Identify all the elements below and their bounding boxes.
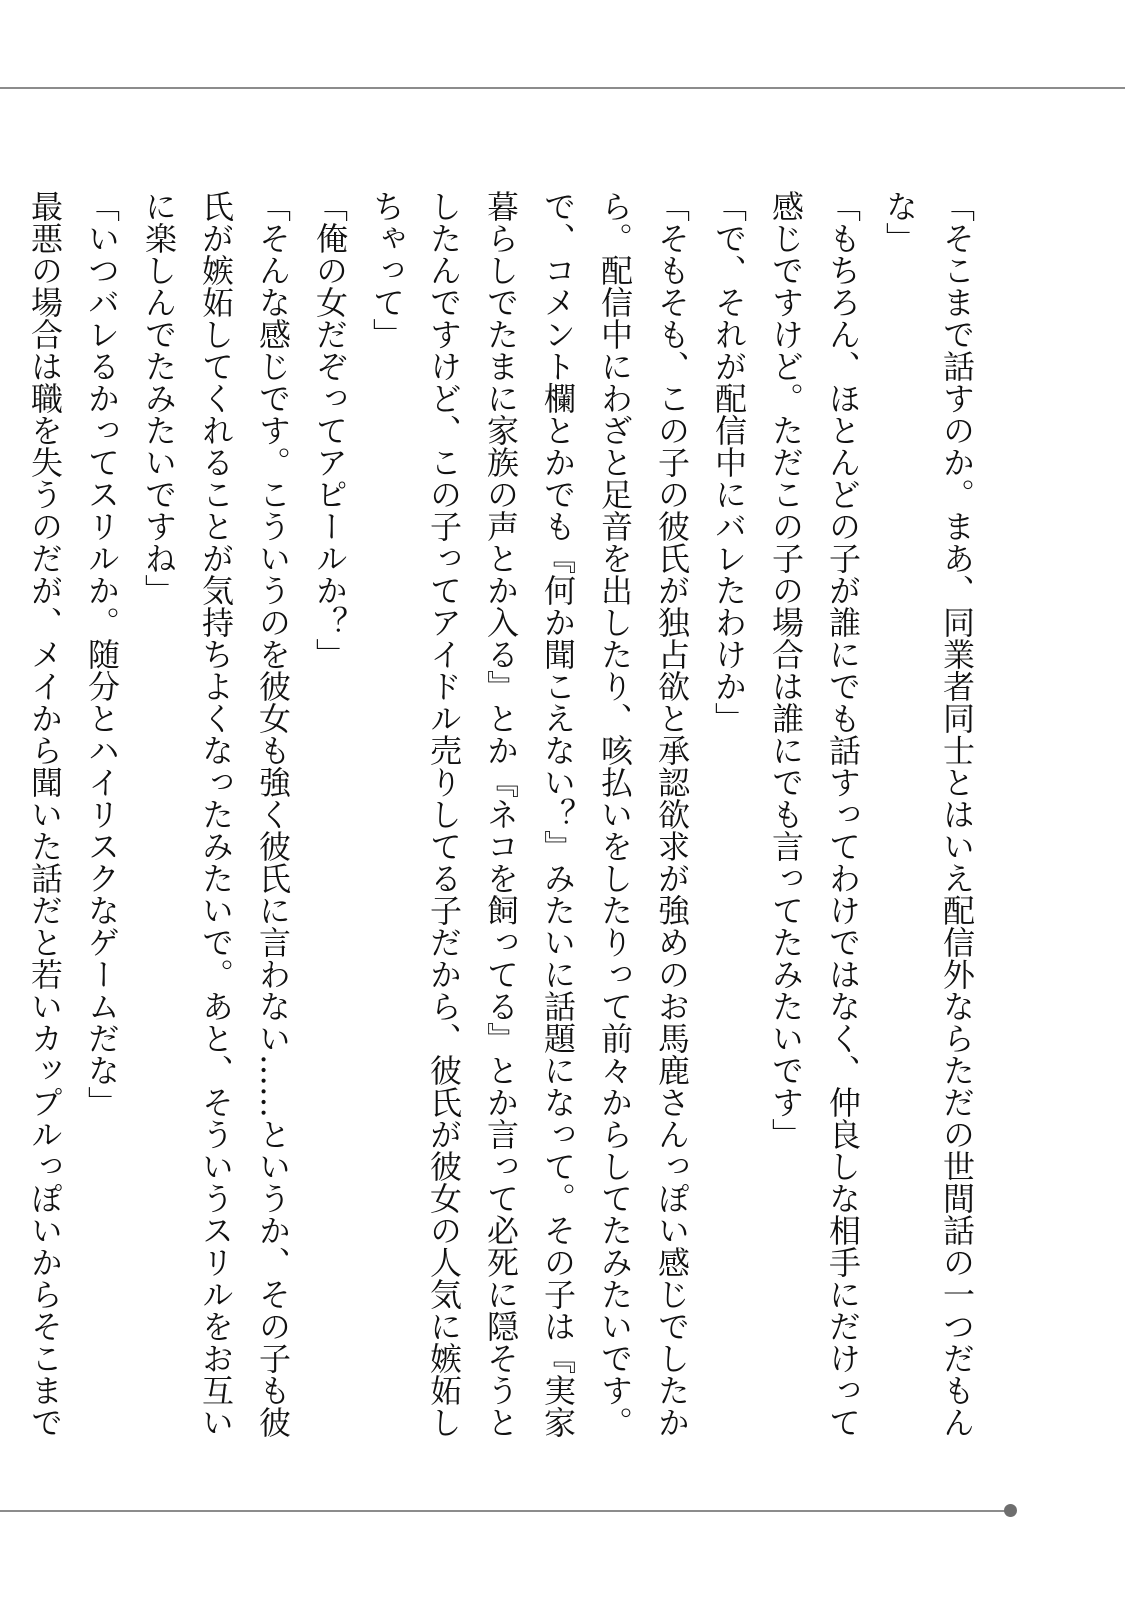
paragraph: 「いつバレるかってスリルか。随分とハイリスクなゲームだな」 [83,190,121,1118]
novel-text [26,190,985,1440]
paragraph: 「そこまで話すのか。まあ、同業者同士とはいえ配信外ならただの世間話の一つだもんな」 [881,190,976,1438]
paragraph: 「で、それが配信中にバレたわけか」 [710,190,748,734]
bottom-rule [0,1510,1010,1512]
paragraph: 「そんな感じです。こういうのを彼女も強く彼氏に言わない……というか、その子も彼氏が嫉妬してくれることが気持ちよくなったみたいで。あと、そういうスリルをお互いに楽しんでたみたいですね」 [140,190,292,1438]
paragraph: 「俺の女だぞってアピールか？」 [311,190,349,670]
paragraph: 「そもそも、この子の彼氏が独占欲と承認欲求が強めのお馬鹿さんっぽい感じでしたから。配信中にわざと足音を出したり、咳払いをしたりって前々からしてたみたいです。で、コメント欄とかでも『何か聞こえない？』みたいに話題になって。その子は『実家暮らしでたまに家族の声とか入る』とか『ネコを飼ってる』とか言って必死に隠そうとしたんですけど、この子ってアイドル売りしてる子だから、彼氏が彼女の人気に嫉妬しちゃって」 [368,190,691,1438]
top-rule [0,87,1125,89]
paragraph: 最悪の場合は職を失うのだが、メイから聞いた話だと若いカップルっぽいからそこまで [26,190,64,1438]
paragraph: 「もちろん、ほとんどの子が誰にでも話すってわけではなく、仲良しな相手にだけって感じですけど。ただこの子の場合は誰にでも言ってたみたいです」 [767,190,862,1438]
rule-end-dot [1004,1504,1017,1517]
